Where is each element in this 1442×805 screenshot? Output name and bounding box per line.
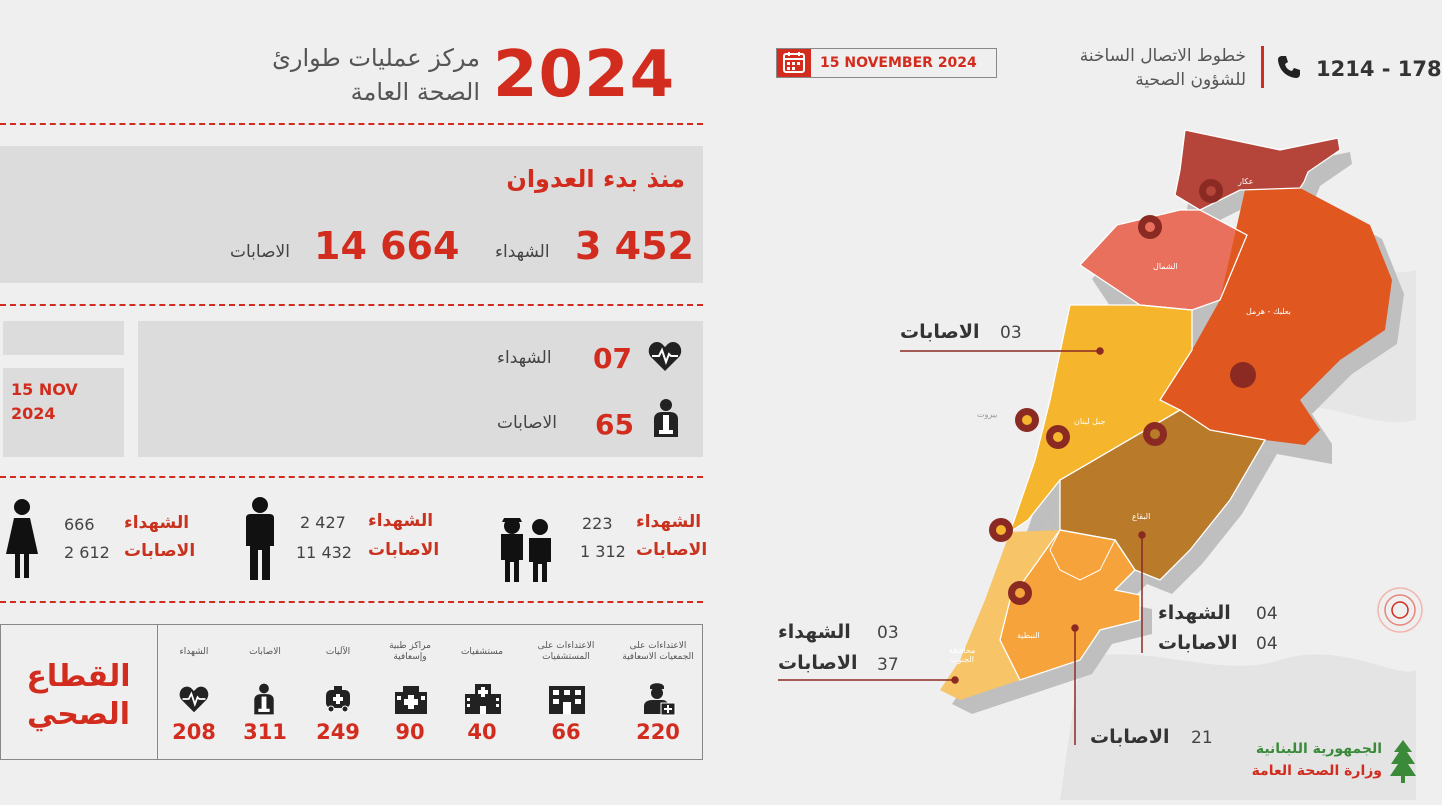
daily-martyrs-value: 07 bbox=[593, 342, 632, 375]
hs-hospital-attacks-value: 66 bbox=[551, 720, 581, 744]
ministry-line2: وزارة الصحة العامة bbox=[1251, 763, 1382, 779]
map-label-baalbek: بعلبك - هرمل bbox=[1246, 307, 1291, 316]
daily-martyrs-label: الشهداء bbox=[497, 348, 552, 368]
heart-pulse-icon bbox=[648, 340, 682, 372]
map-label-beirut: بيروت bbox=[977, 410, 998, 419]
hs-hospitals-label: مستشفيات bbox=[460, 647, 504, 657]
daily-injured-value: 65 bbox=[595, 408, 634, 441]
south-injured-label: الاصابات bbox=[778, 652, 858, 674]
total-injured-value: 14 664 bbox=[314, 224, 460, 268]
hs-martyrs-label: الشهداء bbox=[179, 647, 209, 657]
health-sector-title-line1: القطاع bbox=[26, 659, 131, 694]
hs-vehicles-value: 249 bbox=[316, 720, 360, 744]
hs-vehicles-label: الآليات bbox=[325, 647, 351, 657]
hospital-attack-icon bbox=[547, 682, 587, 714]
bekaa-martyrs-value: 04 bbox=[1256, 604, 1278, 624]
divider bbox=[0, 476, 703, 478]
hotline-title-line1: خطوط الاتصال الساخنة bbox=[1079, 46, 1246, 66]
lebanon-map bbox=[760, 100, 1416, 800]
mount-lebanon-injured-value: 03 bbox=[1000, 323, 1022, 343]
ministry-line1: الجمهورية اللبنانية bbox=[1255, 741, 1382, 757]
women-martyrs-value: 666 bbox=[64, 515, 95, 534]
women-injured-value: 2 612 bbox=[64, 543, 110, 562]
hs-martyrs-value: 208 bbox=[172, 720, 216, 744]
phone-icon bbox=[1276, 54, 1302, 80]
bekaa-injured-value: 04 bbox=[1256, 634, 1278, 654]
hs-injured-value: 311 bbox=[243, 720, 287, 744]
bekaa-martyrs-label: الشهداء bbox=[1158, 602, 1231, 624]
cedar-logo-icon bbox=[1390, 738, 1416, 784]
children-icon bbox=[498, 516, 554, 584]
women-injured-label: الاصابات bbox=[124, 541, 196, 561]
map-label-south: محافظة الجنوب bbox=[948, 646, 976, 664]
center-title-line1: مركز عمليات طوارئ bbox=[272, 44, 480, 72]
report-date: 15 NOVEMBER 2024 bbox=[820, 55, 977, 71]
heart-pulse-icon bbox=[179, 684, 209, 714]
pulse-icon bbox=[1378, 588, 1422, 632]
injured-person-icon bbox=[252, 682, 282, 712]
men-martyrs-value: 2 427 bbox=[300, 513, 346, 532]
divider bbox=[0, 304, 703, 306]
daily-injured-label: الاصابات bbox=[497, 413, 557, 433]
map-label-bekaa: البقاع bbox=[1132, 512, 1151, 521]
hs-medical-centers-value: 90 bbox=[395, 720, 425, 744]
children-injured-label: الاصابات bbox=[636, 540, 708, 560]
children-martyrs-label: الشهداء bbox=[636, 512, 702, 532]
map-label-north: الشمال bbox=[1153, 262, 1178, 271]
men-injured-label: الاصابات bbox=[368, 540, 440, 560]
hs-hospital-attacks-label: الاعتداءات على المستشفيات bbox=[537, 641, 595, 662]
men-injured-value: 11 432 bbox=[296, 543, 352, 562]
south-martyrs-value: 03 bbox=[877, 623, 899, 643]
injured-person-icon bbox=[652, 397, 680, 439]
daily-date-line2: 2024 bbox=[11, 404, 56, 423]
hs-hospitals-value: 40 bbox=[467, 720, 497, 744]
woman-icon bbox=[4, 498, 40, 580]
year-title: 2024 bbox=[493, 38, 676, 112]
man-icon bbox=[242, 496, 278, 582]
paramedic-icon bbox=[641, 680, 677, 716]
health-sector-title-line2: الصحي bbox=[26, 697, 131, 732]
calendar-icon bbox=[777, 49, 811, 77]
hs-paramedic-attacks-label: الاعتداءات على الجمعيات الاسعافية bbox=[622, 641, 694, 662]
children-injured-value: 1 312 bbox=[580, 542, 626, 561]
bekaa-injured-label: الاصابات bbox=[1158, 632, 1238, 654]
medical-center-icon bbox=[393, 684, 429, 714]
daily-date-line1: 15 NOV bbox=[11, 380, 78, 399]
hs-medical-centers-label: مراكز طبية وإسعافية bbox=[389, 641, 431, 662]
children-martyrs-value: 223 bbox=[582, 514, 613, 533]
ambulance-icon bbox=[323, 684, 353, 714]
south-injured-value: 37 bbox=[877, 655, 899, 675]
mount-lebanon-injured-label: الاصابات bbox=[900, 321, 980, 343]
hotline-title-line2: للشؤون الصحية bbox=[1135, 70, 1246, 90]
hs-paramedic-attacks-value: 220 bbox=[636, 720, 680, 744]
nabatieh-injured-value: 21 bbox=[1191, 728, 1213, 748]
nabatieh-injured-label: الاصابات bbox=[1090, 726, 1170, 748]
center-title-line2: الصحة العامة bbox=[350, 78, 480, 106]
women-martyrs-label: الشهداء bbox=[124, 513, 190, 533]
map-label-nabatieh: النبطية bbox=[1017, 631, 1040, 640]
total-injured-label: الاصابات bbox=[230, 242, 290, 262]
total-martyrs-label: الشهداء bbox=[495, 242, 550, 262]
hotline-divider bbox=[1261, 46, 1264, 88]
hotline-number: 1214 - 178 bbox=[1316, 57, 1442, 81]
hs-injured-label: الاصابات bbox=[249, 647, 281, 657]
men-martyrs-label: الشهداء bbox=[368, 511, 434, 531]
since-start-title: منذ بدء العدوان bbox=[506, 165, 685, 193]
hospital-icon bbox=[463, 682, 503, 714]
south-martyrs-label: الشهداء bbox=[778, 621, 851, 643]
map-label-akkar: عكار bbox=[1238, 177, 1254, 186]
total-martyrs-value: 3 452 bbox=[575, 224, 694, 268]
map-label-mount-lebanon: جبل لبنان bbox=[1074, 417, 1106, 426]
divider bbox=[0, 123, 703, 125]
divider bbox=[0, 601, 703, 603]
date-tab-blank bbox=[3, 321, 124, 355]
